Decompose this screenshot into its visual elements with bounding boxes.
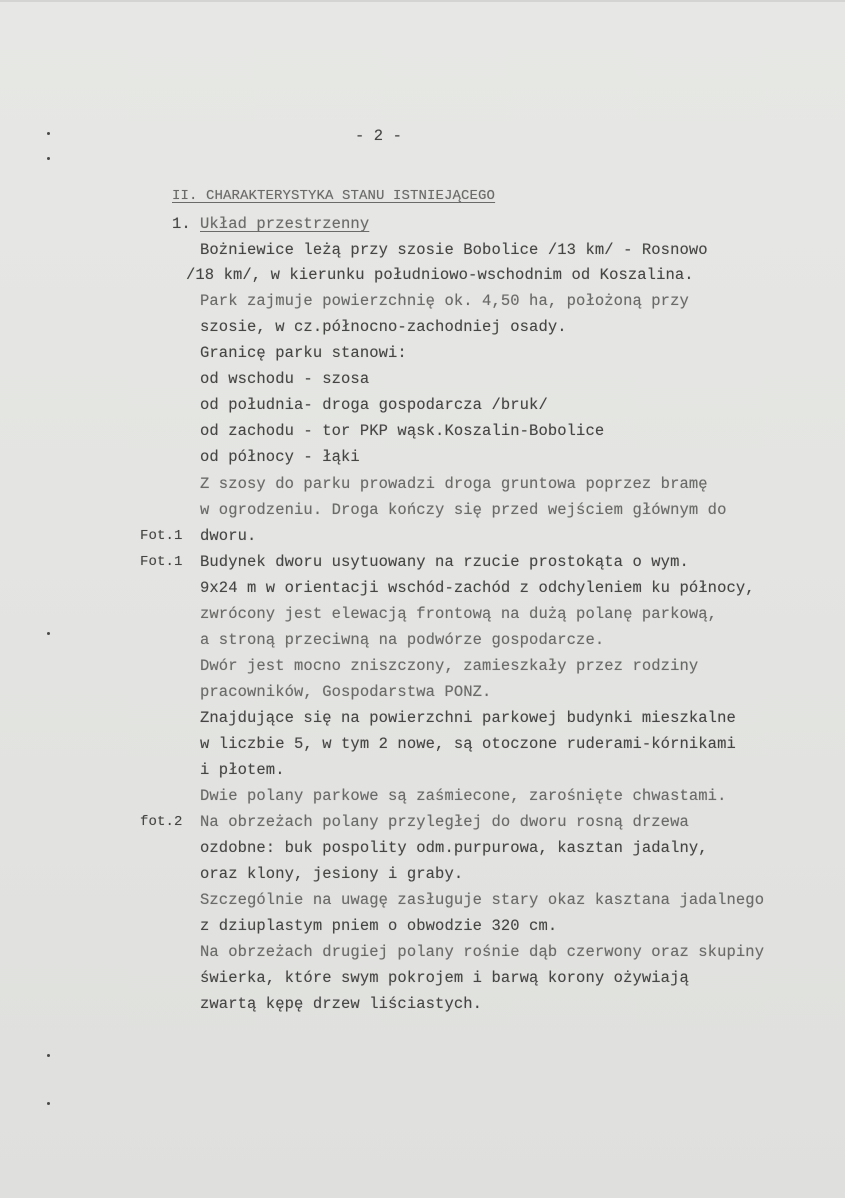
punch-hole-dot — [47, 132, 50, 135]
punch-hole-dot — [47, 1102, 50, 1105]
body-line: Bożniewice leżą przy szosie Bobolice /13 km/ - Rosnowo — [200, 241, 708, 259]
body-line: /18 km/, w kierunku południowo-wschodnim od Koszalina. — [186, 266, 694, 284]
body-line: dworu. — [200, 527, 257, 545]
body-line: i płotem. — [200, 761, 285, 779]
body-line: szosie, w cz.północno-zachodniej osady. — [200, 318, 567, 336]
margin-note: Fot.1 — [140, 528, 183, 544]
body-line: w ogrodzeniu. Droga kończy się przed wejściem głównym do — [200, 501, 727, 519]
body-line: świerka, które swym pokrojem i barwą korony ożywiają — [200, 969, 689, 987]
body-line: Granicę parku stanowi: — [200, 344, 407, 362]
body-line: 9x24 m w orientacji wschód-zachód z odchyleniem ku północy, — [200, 579, 755, 597]
body-line: Park zajmuje powierzchnię ok. 4,50 ha, położoną przy — [200, 292, 689, 310]
body-line: ozdobne: buk pospolity odm.purpurowa, kasztan jadalny, — [200, 839, 708, 857]
body-line: zwrócony jest elewacją frontową na dużą polanę parkową, — [200, 605, 718, 623]
body-line: Na obrzeżach polany przyległej do dworu rosną drzewa — [200, 813, 689, 831]
body-line: Na obrzeżach drugiej polany rośnie dąb czerwony oraz skupiny — [200, 943, 765, 961]
margin-note: fot.2 — [140, 814, 183, 830]
punch-hole-dot — [47, 157, 50, 160]
body-line: w liczbie 5, w tym 2 nowe, są otoczone ruderami-kórnikami — [200, 735, 736, 753]
subsection-number: 1. — [172, 215, 191, 233]
body-line: Szczególnie na uwagę zasługuje stary okaz kasztana jadalnego — [200, 891, 765, 909]
body-line: Budynek dworu usytuowany na rzucie prostokąta o wym. — [200, 553, 689, 571]
body-line: od północy - łąki — [200, 448, 360, 466]
body-line: z dziuplastym pniem o obwodzie 320 cm. — [200, 917, 558, 935]
punch-hole-dot — [47, 1054, 50, 1057]
subsection-title: Układ przestrzenny — [200, 215, 370, 233]
body-line: Znajdujące się na powierzchni parkowej budynki mieszkalne — [200, 709, 736, 727]
body-line: Dwie polany parkowe są zaśmiecone, zarośnięte chwastami. — [200, 787, 727, 805]
punch-hole-dot — [47, 632, 50, 635]
body-line: pracowników, Gospodarstwa PONZ. — [200, 683, 492, 701]
margin-note: Fot.1 — [140, 554, 183, 570]
body-line: zwartą kępę drzew liściastych. — [200, 995, 483, 1013]
body-line: Z szosy do parku prowadzi droga gruntowa poprzez bramę — [200, 475, 708, 493]
body-line: oraz klony, jesiony i graby. — [200, 865, 464, 883]
section-heading: II. CHARAKTERYSTYKA STANU ISTNIEJĄCEGO — [172, 188, 496, 204]
body-line: Dwór jest mocno zniszczony, zamieszkały przez rodziny — [200, 657, 699, 675]
page-number: - 2 - — [355, 127, 403, 145]
body-line: od zachodu - tor PKP wąsk.Koszalin-Bobolice — [200, 422, 605, 440]
body-line: od południa- droga gospodarcza /bruk/ — [200, 396, 548, 414]
body-line: od wschodu - szosa — [200, 370, 370, 388]
body-line: a stroną przeciwną na podwórze gospodarcze. — [200, 631, 605, 649]
